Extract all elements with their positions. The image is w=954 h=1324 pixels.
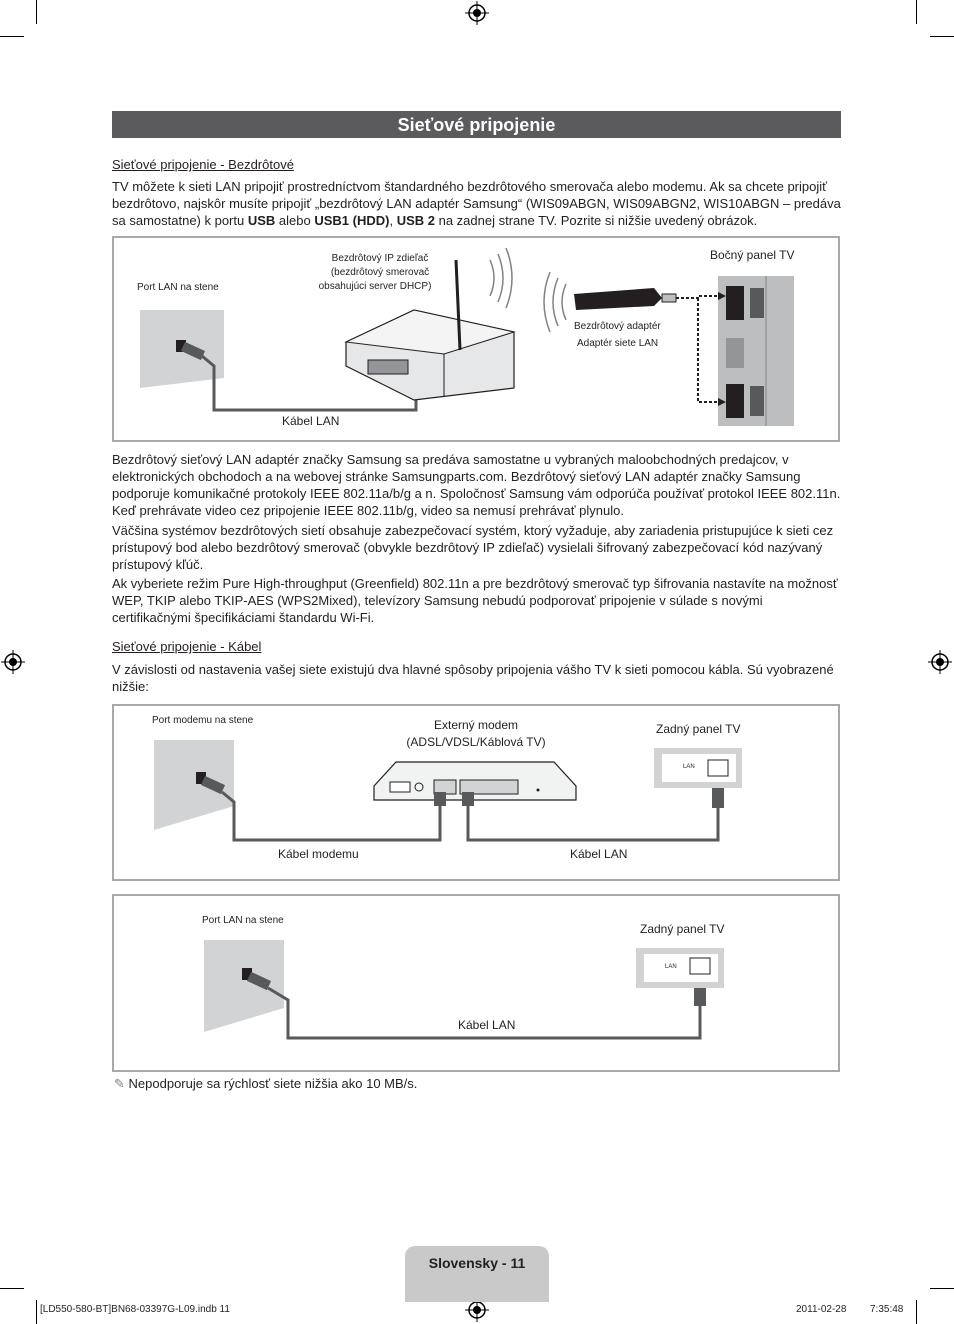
- wall-port-label: Port LAN na stene: [202, 915, 284, 926]
- section-heading-wireless: Sieťové pripojenie - Bezdrôtové: [112, 157, 294, 172]
- registration-mark-icon: [1, 650, 25, 674]
- speed-note: [114, 1076, 417, 1092]
- rear-panel-label: Zadný panel TV: [656, 722, 741, 736]
- wired-intro: V závislosti od nastavenia vašej siete existujú dva hlavné spôsoby pripojenia vášho TV k sieti pomocou kábla. Sú vyobrazené nižšie:: [112, 662, 834, 694]
- router-label-3: obsahujúci server DHCP): [318, 281, 432, 292]
- footer-date: 2011-02-28: [796, 1304, 847, 1315]
- page-title: Sieťové pripojenie: [112, 111, 841, 138]
- router-label-2: (bezdrôtový smerovač: [330, 267, 430, 278]
- modem-label-2: (ADSL/VDSL/Káblová TV): [406, 735, 546, 749]
- crop-mark: [930, 36, 954, 37]
- section-heading-wired: Sieťové pripojenie - Kábel: [112, 639, 262, 654]
- wireless-diagram: [112, 236, 840, 442]
- adapter-label-1: Bezdrôtový adaptér: [574, 321, 661, 332]
- wired-modem-diagram: [112, 704, 840, 881]
- lan-cable-label: Kábel LAN: [458, 1018, 516, 1032]
- wall-port-label: Port LAN na stene: [137, 282, 219, 293]
- wireless-paragraph-2: Väčšina systémov bezdrôtových sietí obsahuje zabezpečovací systém, ktorý vyžaduje, aby zariadenia pristupujúce k sieti cez prístupový bod alebo bezdrôtový smerovač (obvykle bezdrôtový IP zdieľač) vysielali šifrovaný zabezpečovací kód nazývaný prístupový kľúč.: [112, 523, 834, 572]
- router-label-1: Bezdrôtový IP zdieľač: [331, 253, 429, 264]
- crop-mark: [916, 1300, 917, 1324]
- wireless-paragraph-1: Bezdrôtový sieťový LAN adaptér značky Samsung sa predáva samostatne u vybraných maloobchodných predajcov, v elektronických obchodoch a na webovej stránke Samsungparts.com. Bezdrôtový sieťový LAN adaptér značky Samsung podporuje komunikačné protokoly IEEE 802.11a/b/g a n. Spoločnosť Samsung vám odporúča používať protokol IEEE 802.11n. Keď prehrávate video cez pripojenie IEEE 802.11b/g, video sa nemusí prehrávať plynulo.: [112, 452, 841, 518]
- lan-cable-label: Kábel LAN: [282, 414, 340, 428]
- crop-mark: [36, 1300, 37, 1324]
- wired-direct-diagram: [112, 894, 840, 1072]
- footer-time: 7:35:48: [870, 1304, 904, 1315]
- rear-panel-label: Zadný panel TV: [640, 922, 725, 936]
- side-panel-label: Bočný panel TV: [710, 248, 795, 262]
- lan-port-label: LAN: [665, 964, 677, 970]
- note-text: Nepodporuje sa rýchlosť siete nižšia ako 10 MB/s.: [128, 1076, 418, 1091]
- crop-mark: [36, 0, 37, 24]
- lan-cable-label: Kábel LAN: [570, 847, 628, 861]
- modem-cable-label: Kábel modemu: [278, 847, 359, 861]
- adapter-label-2: Adaptér siete LAN: [577, 338, 659, 349]
- page-number-tab: Slovensky - 11: [405, 1246, 549, 1302]
- footer-file: [LD550-580-BT]BN68-03397G-L09.indb 11: [40, 1304, 230, 1315]
- registration-mark-icon: [465, 1, 489, 25]
- modem-label-1: Externý modem: [433, 718, 519, 732]
- wireless-paragraph-3: Ak vyberiete režim Pure High-throughput (Greenfield) 802.11n a pre bezdrôtový smerovač typ šifrovania nastavíte na možnosť WEP, TKIP alebo TKIP-AES (WPS2Mixed), televízory Samsung nebudú podporovať pripojenie v súlade s novými certifikačnými špecifikáciami štandardu Wi-Fi.: [112, 576, 838, 625]
- crop-mark: [930, 1288, 954, 1289]
- pencil-note-icon: ✎: [114, 1076, 125, 1091]
- wall-modem-port-label: Port modemu na stene: [152, 715, 254, 726]
- wireless-intro: TV môžete k sieti LAN pripojiť prostredníctvom štandardného bezdrôtového smerovača alebo modemu. Ak sa chcete pripojiť bezdrôtovo, najskôr musíte pripojiť „bezdrôtový LAN adaptér Samsung“ (WIS09ABGN, WIS09ABGN2, WIS10ABGN – predáva sa samostatne) k portu USB alebo USB1 (HDD), USB 2 na zadnej strane TV. Pozrite si nižšie uvedený obrázok.: [112, 179, 841, 228]
- crop-mark: [0, 36, 24, 37]
- crop-mark: [916, 0, 917, 24]
- lan-port-label: LAN: [683, 764, 695, 770]
- crop-mark: [0, 1288, 24, 1289]
- registration-mark-icon: [928, 650, 952, 674]
